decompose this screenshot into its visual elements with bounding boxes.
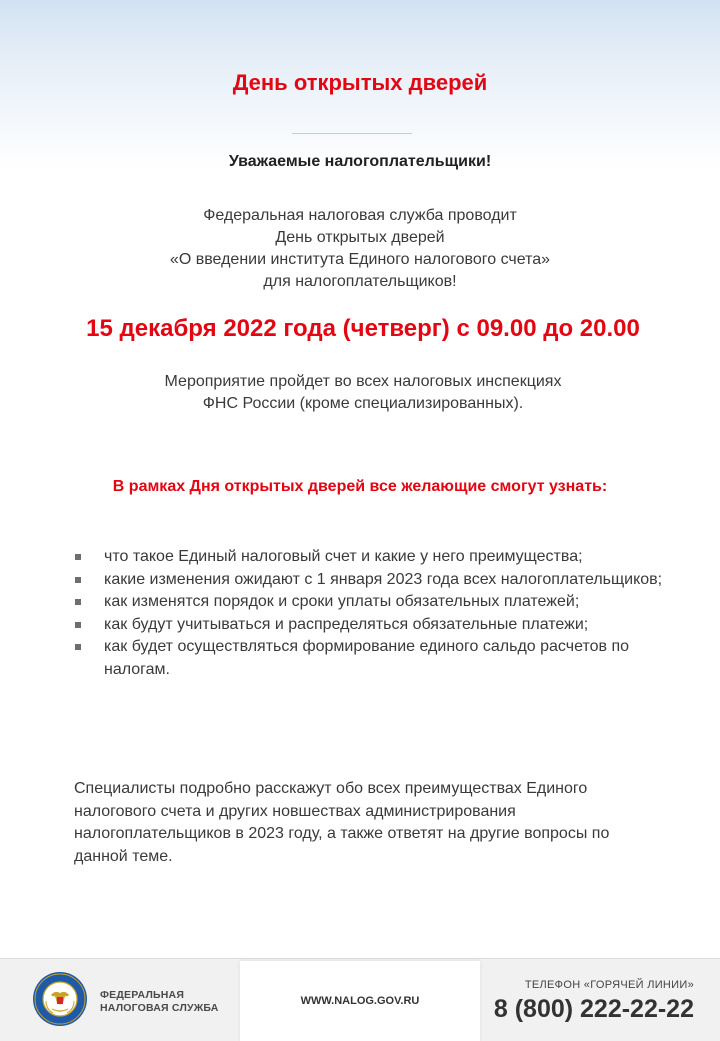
square-bullet-icon [75, 554, 81, 560]
list-item [74, 591, 674, 614]
closing-paragraph: Специалисты подробно расскажут обо всех преимуществах Единого налогового счета и других новшествах администрирования налогоплательщиков в 2023 году, а также ответят на другие вопросы по данной теме. [74, 780, 610, 865]
square-bullet-icon [75, 644, 81, 650]
organization-name-line: ФЕДЕРАЛЬНАЯ [100, 989, 185, 1001]
event-date-time: 15 декабря 2022 года (четверг) с 09.00 до 20.00 [86, 315, 640, 342]
intro-line: День открытых дверей [275, 229, 445, 246]
intro-line: «О введении института Единого налогового счета» [169, 251, 551, 268]
square-bullet-icon [75, 622, 81, 628]
organization-name [100, 989, 219, 1015]
list-item-text: какие изменения ожидают с 1 января 2023 года всех налогоплательщиков; [104, 570, 663, 588]
list-item [74, 569, 674, 592]
venue-line: Мероприятие пройдет во всех налоговых инспекциях [164, 373, 562, 390]
square-bullet-icon [75, 577, 81, 583]
list-item-text: что такое Единый налоговый счет и какие у него преимущества; [104, 548, 583, 565]
website-link[interactable]: WWW.NALOG.GOV.RU [300, 995, 420, 1007]
intro-paragraph [0, 205, 720, 293]
greeting: Уважаемые налогоплательщики! [228, 153, 492, 170]
list-item-text: как будет осуществляться формирование единого сальдо расчетов по налогам. [104, 638, 630, 678]
topics-heading: В рамках Дня открытых дверей все желающие смогут узнать: [112, 478, 608, 495]
footer [0, 958, 720, 1041]
page-title: День открытых дверей [232, 70, 488, 95]
list-item [74, 546, 674, 569]
list-item-text: как изменятся порядок и сроки уплаты обязательных платежей; [104, 593, 580, 610]
list-item-text: как будут учитываться и распределяться обязательные платежи; [104, 615, 589, 633]
venue-line: ФНС России (кроме специализированных). [202, 395, 524, 412]
list-item [74, 614, 674, 637]
footer-hotline [480, 959, 720, 1041]
footer-website-box [240, 961, 480, 1041]
topics-list [74, 546, 674, 681]
list-item [74, 636, 674, 681]
fns-emblem-icon [32, 971, 88, 1027]
organization-name-line: НАЛОГОВАЯ СЛУЖБА [100, 1002, 219, 1014]
intro-line: для налогоплательщиков! [263, 273, 457, 290]
venue-note [0, 371, 720, 415]
square-bullet-icon [75, 599, 81, 605]
intro-line: Федеральная налоговая служба проводит [203, 207, 517, 224]
title-divider [292, 133, 412, 134]
hotline-label: ТЕЛЕФОН «ГОРЯЧЕЙ ЛИНИИ» [524, 979, 694, 991]
hotline-number[interactable]: 8 (800) 222-22-22 [493, 995, 694, 1023]
footer-organization [0, 959, 240, 1041]
